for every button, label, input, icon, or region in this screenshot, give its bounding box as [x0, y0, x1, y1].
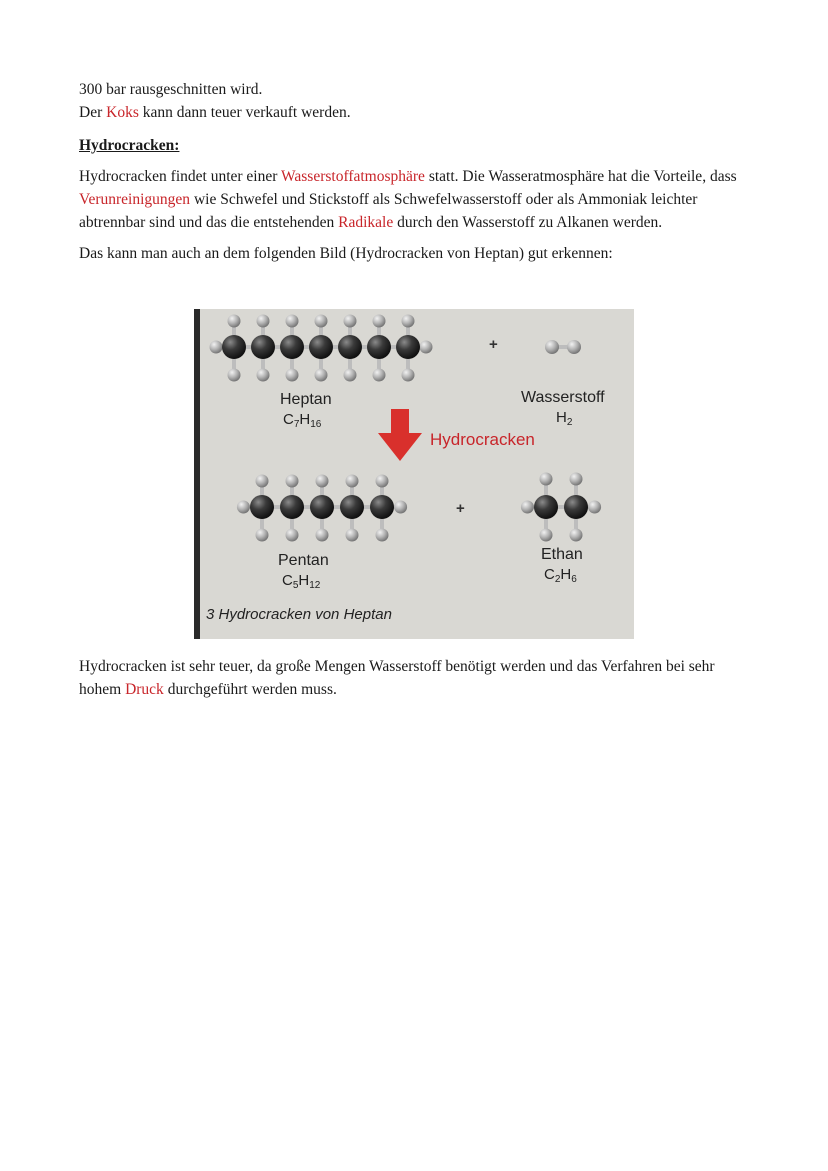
- plus-sign-top: +: [489, 336, 498, 353]
- text-span: Hydrocracken ist sehr teuer, da große Mengen Wasserstoff benötigt werden und das Verfahren bei sehr hohem: [79, 658, 715, 698]
- text-line: 300 bar rausgeschnitten wird.: [79, 81, 263, 98]
- paragraph-intro-figure: Das kann man auch an dem folgenden Bild (Hydrocracken von Heptan) gut erkennen:: [79, 245, 613, 262]
- carbon-atom: [280, 335, 304, 359]
- pentan-label: Pentan: [278, 552, 329, 569]
- hydrogen-atom: [237, 501, 250, 514]
- hydrogen-atom: [373, 315, 386, 328]
- hydrogen-atom: [567, 340, 581, 354]
- carbon-atom: [534, 495, 558, 519]
- hydrogen-atom: [570, 473, 583, 486]
- hydrogen-atom: [256, 475, 269, 488]
- carbon-atom: [396, 335, 420, 359]
- hydrogen-atom: [210, 341, 223, 354]
- hydrogen-atom: [286, 529, 299, 542]
- highlight-wasserstoffatmosphaere: Wasserstoffatmosphäre: [280, 168, 425, 185]
- hydrogen-atom: [545, 340, 559, 354]
- heptan-label: Heptan: [280, 391, 332, 408]
- carbon-atom: [280, 495, 304, 519]
- hydrogen-atom: [344, 369, 357, 382]
- hydrogen-atom: [228, 369, 241, 382]
- wasserstoff-label: Wasserstoff: [521, 389, 605, 406]
- section-heading: Hydrocracken:: [79, 137, 180, 154]
- carbon-atom: [250, 495, 274, 519]
- text-span: Hydrocracken findet unter einer: [79, 168, 281, 185]
- text-span: kann dann teuer verkauft werden.: [138, 104, 351, 121]
- carbon-atom: [564, 495, 588, 519]
- carbon-atom: [367, 335, 391, 359]
- hydrogen-atom: [402, 315, 415, 328]
- hydrogen-atom: [257, 315, 270, 328]
- text-span: Der: [79, 104, 107, 121]
- hydrogen-atom: [315, 369, 328, 382]
- hydrogen-atom: [316, 529, 329, 542]
- hydrogen-atom: [394, 501, 407, 514]
- hydrogen-atom: [521, 501, 534, 514]
- process-label: Hydrocracken: [430, 430, 535, 449]
- text-span: durchgeführt werden muss.: [163, 681, 337, 698]
- wasserstoff-formula: $H_2$: [556, 409, 573, 428]
- hydrogen-atom: [588, 501, 601, 514]
- highlight-radikale: Radikale: [338, 214, 394, 231]
- hydrogen-atom: [346, 529, 359, 542]
- hydrogen-atom: [402, 369, 415, 382]
- hydrogen-atom: [373, 369, 386, 382]
- ethan-formula: $C_2H_6$: [544, 566, 577, 585]
- hydrogen-atom: [286, 369, 299, 382]
- carbon-atom: [251, 335, 275, 359]
- hydrogen-atom: [346, 475, 359, 488]
- paragraph-cost: [79, 655, 749, 701]
- highlight-druck: Druck: [125, 681, 164, 698]
- text-span: wie Schwefel und Stickstoff als Schwefelwasserstoff oder als Ammoniak leichter abtrennbar sind und das die entstehenden: [79, 191, 698, 231]
- text-line: [79, 101, 749, 124]
- hydrogen-atom: [256, 529, 269, 542]
- ethan-label: Ethan: [541, 546, 583, 563]
- carbon-atom: [340, 495, 364, 519]
- hydrogen-atom: [316, 475, 329, 488]
- hydrogen-atom: [344, 315, 357, 328]
- hydrogen-atom: [570, 529, 583, 542]
- carbon-atom: [338, 335, 362, 359]
- heptan-formula: $C_7H_{16}$: [283, 411, 322, 430]
- carbon-atom: [309, 335, 333, 359]
- hydrogen-atom: [419, 341, 432, 354]
- hydrogen-atom: [376, 529, 389, 542]
- document-body: [79, 78, 749, 265]
- hydrogen-atom: [315, 315, 328, 328]
- pentan-formula: $C_5H_{12}$: [282, 572, 321, 591]
- highlight-koks: Koks: [106, 104, 139, 121]
- carbon-atom: [310, 495, 334, 519]
- hydrogen-atom: [286, 475, 299, 488]
- hydrogen-atom: [228, 315, 241, 328]
- hydrogen-atom: [540, 473, 553, 486]
- pentan-molecule: [237, 475, 407, 542]
- hydrocracking-figure: [194, 309, 634, 639]
- carbon-atom: [222, 335, 246, 359]
- plus-sign-bottom: +: [456, 500, 465, 517]
- hydrogen-atom: [376, 475, 389, 488]
- hydrogen-atom: [286, 315, 299, 328]
- highlight-verunreinigungen: Verunreinigungen: [79, 191, 191, 208]
- molecule-diagram: [194, 309, 634, 639]
- paragraph-hydrocracken: [79, 165, 749, 234]
- text-span: durch den Wasserstoff zu Alkanen werden.: [393, 214, 663, 231]
- hydrogen-atom: [257, 369, 270, 382]
- hydrogen-atom: [540, 529, 553, 542]
- text-span: statt. Die Wasseratmosphäre hat die Vorteile, dass: [424, 168, 737, 185]
- figure-caption: 3 Hydrocracken von Heptan: [206, 606, 392, 623]
- carbon-atom: [370, 495, 394, 519]
